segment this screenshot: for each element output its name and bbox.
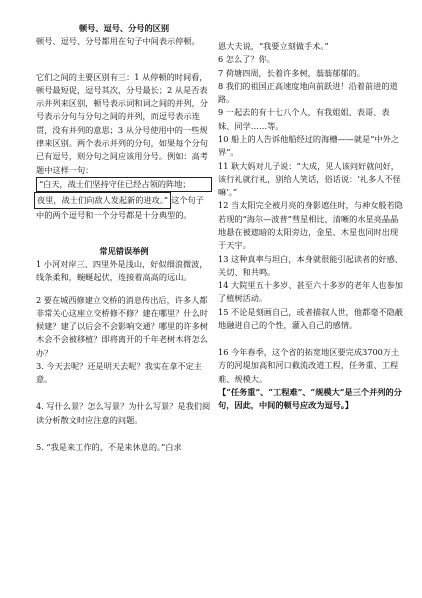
example-10: 10 船上的人告诉他船经过的海槽——就是“中外之界”。 [218, 133, 399, 158]
example-explanation: 这个句子中的两个逗号和一个分号都是十分典型的。 [36, 195, 204, 221]
correction-note: 【“任务重”、“工程难”、“规模大”是三个并列的分句，因此，中间的顿号应改为逗号。】 [218, 387, 402, 411]
example-4: 4. 写什么景？怎么写景？为什么写景？是我们阅读分析散文时应注意的问题。 [36, 401, 211, 425]
example-box-line-2: 夜里，战士们向敌人发起新的进攻。” [34, 192, 171, 209]
example-3: 3. 今天去呢？还是明天去呢？我实在拿不定主意。 [36, 360, 202, 385]
section-title: 顿号、逗号、分号的区别 [78, 23, 170, 33]
example-13: 13 这种真率与坦白，本身就很能引起读者的好感、关切、和共鸣。 [218, 253, 403, 277]
example-box-continuation [36, 192, 212, 223]
example-9: 9 一起去的有十七八个人，有我姐姐、表哥、表妹、同学……等。 [218, 107, 390, 131]
example-12: 12 当太阳完全被月亮的身影遮住时，与神女般若隐若现的“海尔—波普”彗星相比，清晰的水星亮晶晶地悬在被遮暗的太阳旁边，金星、木星也同时出现于天宇。 [218, 200, 403, 251]
example-14: 14 大院里五十多岁、甚至六十多岁的老年人也参加了植树活动。 [218, 280, 403, 304]
example-1: 1 小河对岸三、四里外是浅山，好似细浪微波，线条柔和，蜿蜒起伏，连接着高高的远山。 [36, 258, 208, 283]
example-11: 11 耿大妈对儿子说：“大成，见人该问好就问好，该行礼就行礼，别给人笑话，俗话说：‘礼多人不怪嘛’。” [218, 160, 401, 198]
difference-paragraph: 它们之间的主要区别有三：1 从停顿的时间看，顿号最短促，逗号其次，分号最长；2 从是否表示并列来区别，顿号表示词和词之间的并列，分号表示分句与分句之间的并列，而逗号表示连贯，没有并列的意思；3 从分号使用中的一些规律来区别。两个表示并列的分句，如果每个分句已有逗号，则分句之间应该用分号。例如：高考题中这样一句： [36, 71, 208, 175]
example-16: 16 今年春季，这个省的拓宽地区要完成3700万土方的河堤加高和河口截流改道工程，任务重、工程难、规模大。 [218, 347, 400, 384]
example-5-cont: 恩大夫说，“我要立刻做手术。” [218, 41, 329, 51]
example-8: 8 我们的祖国正高速度地向前跃进！沿着前进的道路。 [218, 80, 398, 105]
left-column [36, 0, 212, 454]
example-5: 5. “我是来工作的，不是来休息的。”白求 [36, 442, 182, 453]
example-box-line-1: “白天，战士们坚持守住已经占领的阵地； [36, 177, 212, 192]
example-15: 15 不论是刻画自己，或者描叙人世，他都毫不隐蔽地融进自己的个性，灌入自己的感情。 [218, 306, 403, 330]
intro-paragraph: 顿号、逗号、分号都用在句子中间表示停顿。 [36, 36, 200, 47]
examples-title: 常见错误举例 [99, 245, 149, 256]
example-6: 6 怎么了？你。 [218, 54, 275, 65]
right-column [218, 0, 404, 413]
example-2: 2 要在城西修建立交桥的消息传出后，许多人都非常关心这座立交桥修不修？建在哪里？什么时候建？建了以后会不会影响交通？哪里的许多树木会不会被移植？即将离开的千年老树木将怎么办？ [36, 294, 208, 358]
example-7: 7 荷塘四周，长着许多树，蓊蓊郁郁的。 [218, 67, 365, 78]
